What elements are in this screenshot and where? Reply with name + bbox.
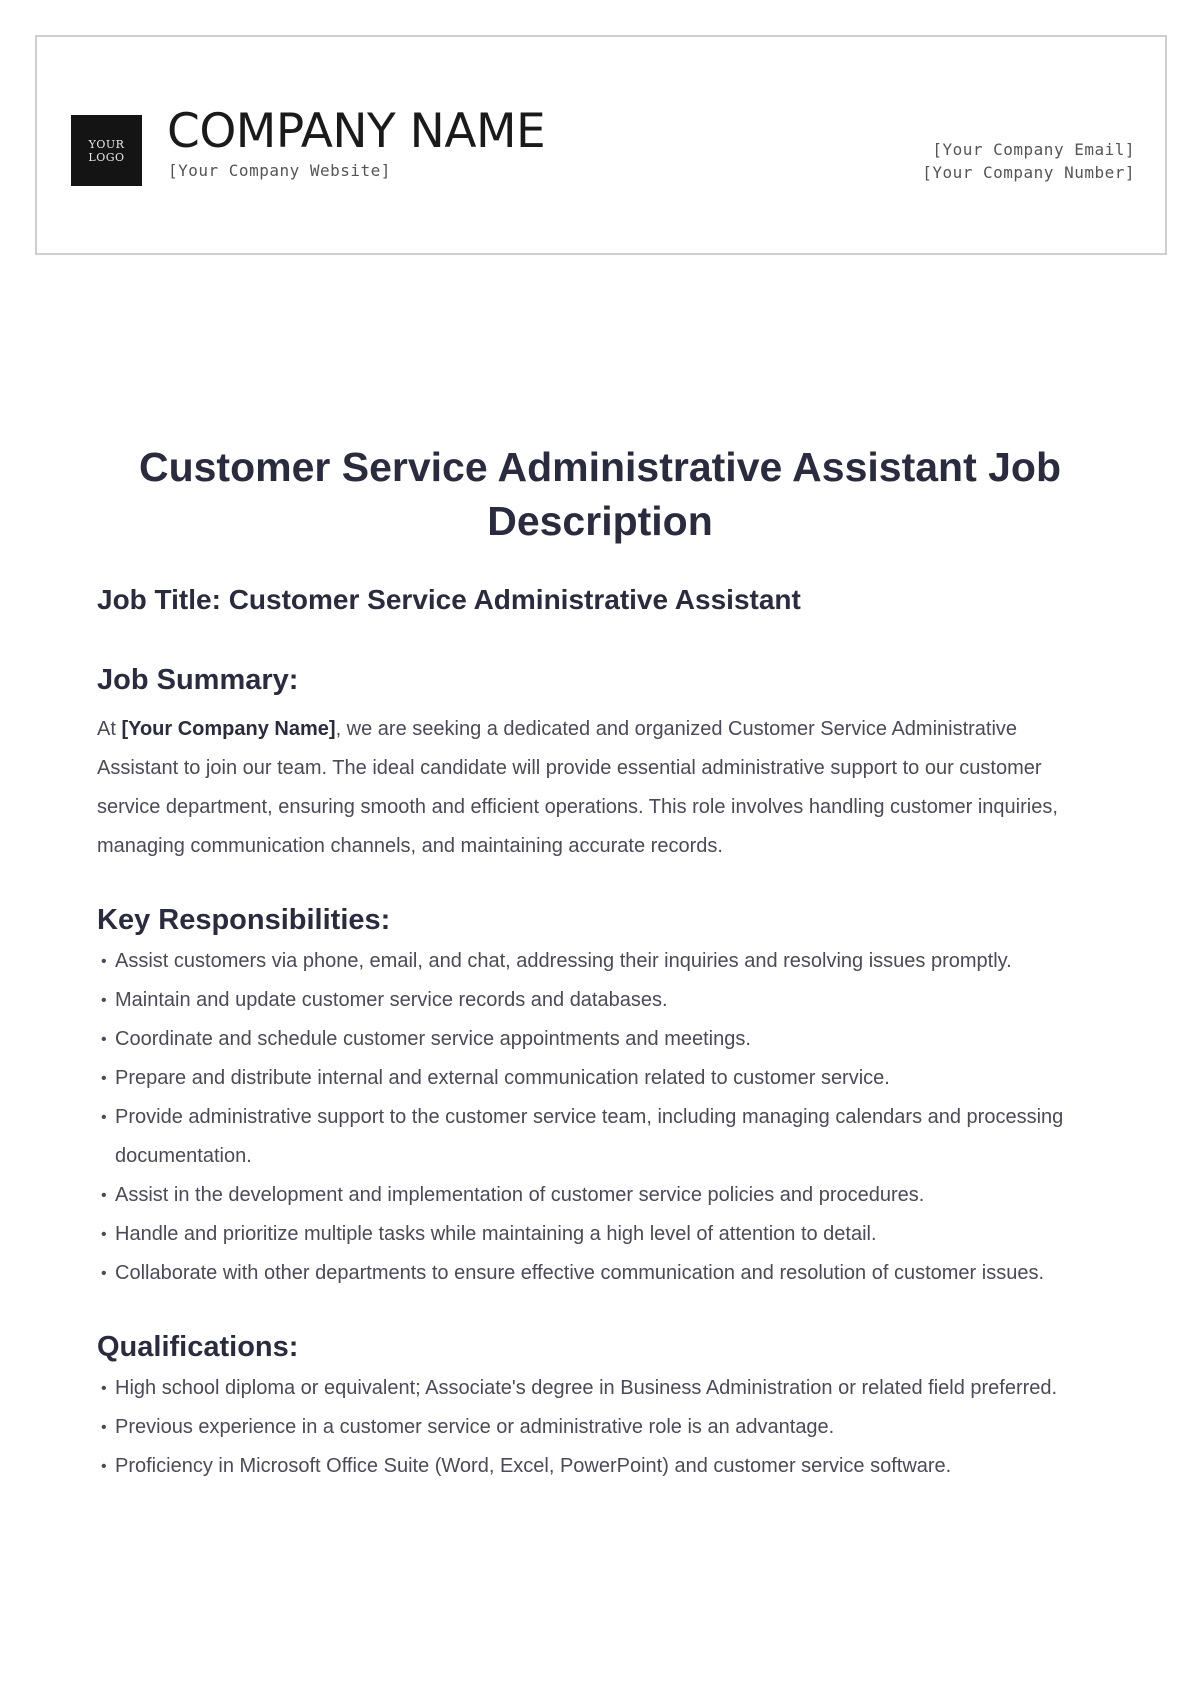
company-email: [Your Company Email]: [932, 140, 1135, 159]
qualifications-list: [97, 1369, 1097, 1486]
list-item: • High school diploma or equivalent; Associate's degree in Business Administration or related field preferred.: [97, 1369, 1097, 1408]
logo-text-line2: LOGO: [88, 150, 125, 164]
list-item: • Maintain and update customer service records and databases.: [97, 981, 1097, 1020]
list-item: • Prepare and distribute internal and external communication related to customer service.: [97, 1059, 1097, 1098]
list-item: • Collaborate with other departments to ensure effective communication and resolution of customer issues.: [97, 1254, 1097, 1293]
qualifications-heading: Qualifications:: [97, 1331, 299, 1363]
list-item: • Assist customers via phone, email, and chat, addressing their inquiries and resolving issues promptly.: [97, 942, 1097, 981]
job-summary-heading: Job Summary:: [97, 664, 299, 696]
job-title: Job Title: Customer Service Administrative Assistant: [97, 584, 801, 615]
logo-text-line1: YOUR: [88, 137, 125, 151]
company-name-placeholder: [Your Company Name]: [121, 718, 336, 740]
list-item: • Proficiency in Microsoft Office Suite (Word, Excel, PowerPoint) and customer service software.: [97, 1447, 1097, 1486]
company-contact: [922, 138, 1135, 184]
letterhead: [35, 35, 1167, 255]
job-summary-text: [97, 710, 1097, 866]
list-item: • Coordinate and schedule customer service appointments and meetings.: [97, 1020, 1097, 1059]
list-item: • Assist in the development and implementation of customer service policies and procedures.: [97, 1176, 1097, 1215]
list-item: • Handle and prioritize multiple tasks while maintaining a high level of attention to detail.: [97, 1215, 1097, 1254]
company-number: [Your Company Number]: [922, 163, 1135, 182]
list-item: • Previous experience in a customer service or administrative role is an advantage.: [97, 1408, 1097, 1447]
summary-prefix: At: [97, 718, 122, 740]
company-name: COMPANY NAME: [167, 104, 546, 159]
summary-body: , we are seeking a dedicated and organized Customer Service Administrative Assistant to join our team. The ideal candidate will provide essential administrative support to our customer service department, ensuring smooth and efficient operations. This role involves handling customer inquiries, managing communication channels, and maintaining accurate records.: [97, 718, 1058, 857]
list-item: • Provide administrative support to the customer service team, including managing calendars and processing documentation.: [97, 1098, 1097, 1176]
company-website: [Your Company Website]: [168, 161, 391, 180]
company-logo: [71, 115, 142, 186]
document-body: [97, 580, 1097, 1520]
responsibilities-list: [97, 942, 1097, 1293]
document-title: Customer Service Administrative Assistant Job Description: [138, 444, 1062, 544]
responsibilities-heading: Key Responsibilities:: [97, 904, 391, 936]
